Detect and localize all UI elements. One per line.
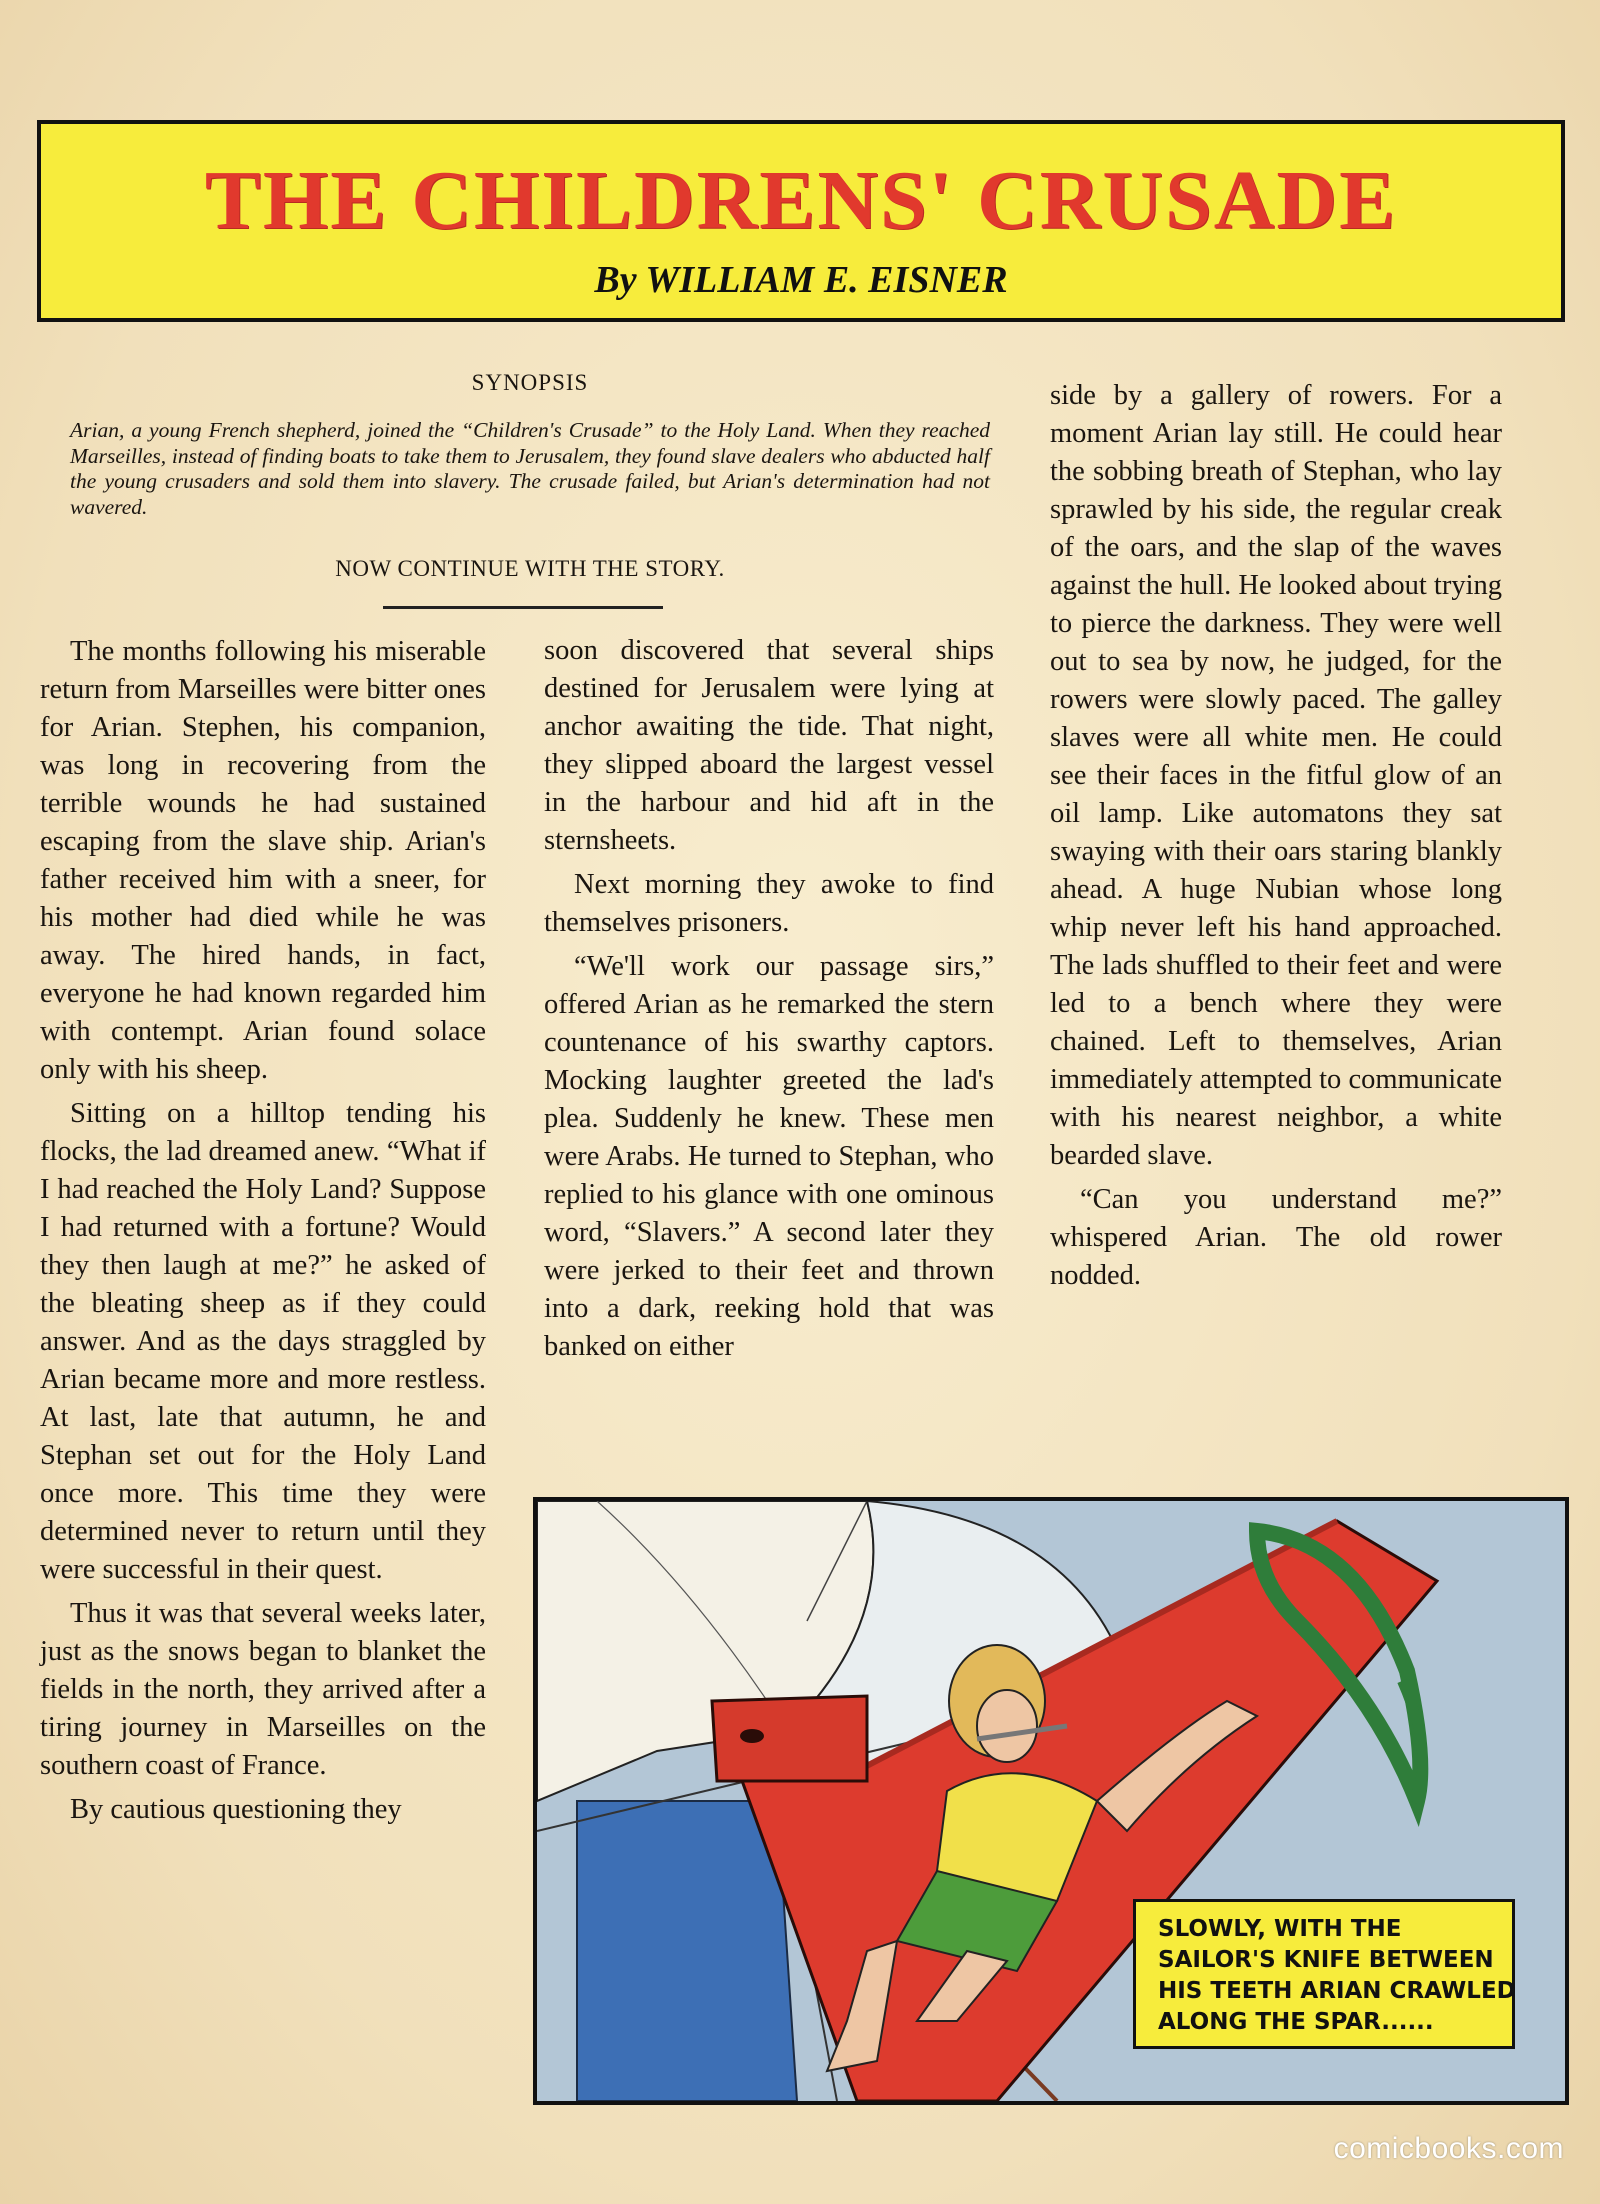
continue-notice: NOW CONTINUE WITH THE STORY. — [335, 556, 725, 581]
story-title: THE CHILDRENS' CRUSADE — [204, 154, 1398, 247]
story-paragraph: side by a gallery of rowers. For a moment Arian lay still. He could hear the sobbing breath of Stephan, who lay sprawled by his side, the regular creak of the oars, and the slap of the waves against the hull. He looked about trying to pierce the darkness. They were well out to sea by now, he judged, for the rowers were slowly paced. The galley slaves were all white men. He could see their faces in the fitful glow of an oil lamp. Like automatons they sat swaying with their oars staring blankly ahead. A huge Nubian whose long whip never left his hand approached. The lads shuffled to their feet and were led to a bench where they were chained. Left to themselves, Arian immediately attempted to communicate with his nearest neighbor, a white bearded slave. — [1050, 380, 1502, 1171]
story-column-2 — [544, 632, 994, 1478]
story-paragraph: soon discovered that several ships destined for Jerusalem were lying at anchor awaiting the tide. That night, they slipped aboard the largest vessel in the harbour and hid aft in the sternsheets. — [544, 635, 994, 856]
story-paragraph: Next morning they awoke to find themselves prisoners. — [544, 869, 994, 938]
caption-line: SAILOR'S KNIFE BETWEEN — [1158, 1947, 1494, 1973]
story-paragraph: “Can you understand me?” whispered Arian. The old rower nodded. — [1050, 1184, 1502, 1291]
caption-line: ALONG THE SPAR...... — [1158, 2009, 1434, 2035]
divider-rule — [383, 606, 663, 609]
title-banner — [37, 120, 1565, 322]
site-watermark: comicbooks.com — [1333, 2132, 1564, 2165]
story-column-3 — [1050, 377, 1502, 1482]
illustration-panel — [533, 1497, 1569, 2105]
synopsis-text: Arian, a young French shepherd, joined the “Children's Crusade” to the Holy Land. When they reached Marseilles, instead of finding boats to take them to Jerusalem, they found slave dealers who abducted half the young crusaders and sold them into slavery. The crusade failed, but Arian's determination had not wavered. — [70, 418, 990, 519]
story-paragraph: Thus it was that several weeks later, just as the snows began to blanket the fields in the north, they arrived after a tiring journey in Marseilles on the southern coast of France. — [40, 1598, 486, 1781]
caption-line: SLOWLY, WITH THE — [1158, 1916, 1402, 1942]
synopsis-heading: SYNOPSIS — [471, 370, 589, 395]
story-paragraph: Sitting on a hilltop tending his flocks, the lad dreamed anew. “What if I had reached the Holy Land? Suppose I had returned with a fortune? Would they then laugh at me?” he asked of the bleating sheep as if they could answer. And as the days straggled by Arian became more and more restless. At last, late that autumn, he and Stephan set out for the Holy Land once more. This time they were determined never to return until they were successful in their quest. — [40, 1098, 486, 1585]
story-paragraph: The months following his miserable return from Marseilles were bitter ones for Arian. Stephen, his companion, was long in recovering from the terrible wounds he had sustained escaping from the slave ship. Arian's father received him with a sneer, for his mother had died while he was away. The hired hands, in fact, everyone he had known regarded him with contempt. Arian found solace only with his sheep. — [40, 636, 486, 1085]
story-column-1 — [40, 633, 486, 2063]
caption-line: HIS TEETH ARIAN CRAWLED — [1158, 1978, 1516, 2004]
author-byline: By WILLIAM E. EISNER — [594, 259, 1008, 301]
panel-caption — [1133, 1899, 1515, 2049]
story-paragraph: By cautious questioning they — [70, 1794, 402, 1825]
story-paragraph: “We'll work our passage sirs,” offered Arian as he remarked the stern countenance of his swarthy captors. Mocking laughter greeted the lad's plea. Suddenly he knew. These men were Arabs. He turned to Stephan, who replied to his glance with one ominous word, “Slavers.” A second later they were jerked to their feet and thrown into a dark, reeking hold that was banked on either — [544, 951, 994, 1362]
